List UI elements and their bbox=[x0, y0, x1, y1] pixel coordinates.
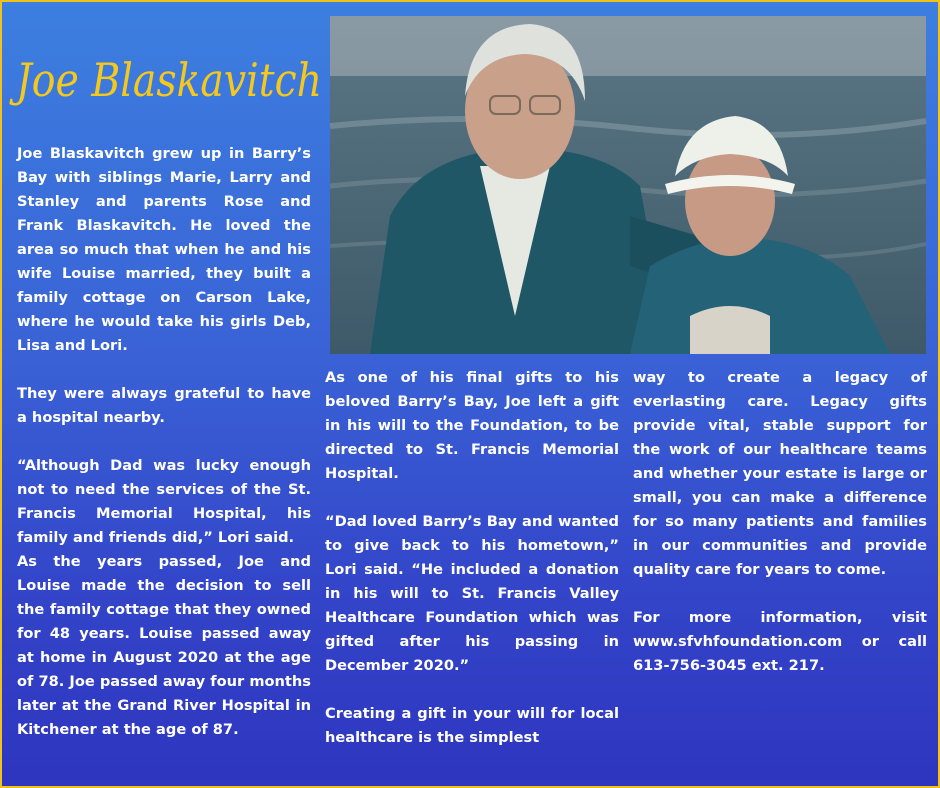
couple-photo bbox=[330, 16, 926, 354]
paragraph: Creating a gift in your will for local healthcare is the simplest bbox=[325, 705, 619, 746]
paragraph: “Although Dad was lucky enough not to need the services of the St. Francis Memorial Hospital, his family and friends did,” Lori said. bbox=[17, 457, 311, 546]
story-column-1 bbox=[17, 142, 311, 742]
paragraph: Joe Blaskavitch grew up in Barry’s Bay with siblings Marie, Larry and Stanley and parents Rose and Frank Blaskavitch. He loved the area so much that when he and his wife Louise married, they built a family cottage on Carson Lake, where he would take his girls Deb, Lisa and Lori. bbox=[17, 145, 311, 354]
paragraph: They were always grateful to have a hospital nearby. bbox=[17, 385, 311, 426]
story-column-2 bbox=[325, 366, 619, 750]
name-title-text: Joe Blaskavitch bbox=[9, 53, 322, 107]
contact-paragraph: For more information, visit www.sfvhfoundation.com or call 613-756-3045 ext. 217. bbox=[633, 609, 927, 674]
paragraph: “Dad loved Barry’s Bay and wanted to give back to his hometown,” Lori said. “He included a donation in his will to St. Francis Valley Healthcare Foundation which was gifted after his passing in December 2020.” bbox=[325, 513, 619, 674]
paragraph: As one of his final gifts to his beloved Barry’s Bay, Joe left a gift in his will to the Foundation, to be directed to St. Francis Memorial Hospital. bbox=[325, 369, 619, 482]
paragraph: As the years passed, Joe and Louise made the decision to sell the family cottage that they owned for 48 years. Louise passed away at home in August 2020 at the age of 78. Joe passed away four months later at the Grand River Hospital in Kitchener at the age of 87. bbox=[17, 553, 311, 738]
story-column-3 bbox=[633, 366, 927, 678]
paragraph: way to create a legacy of everlasting care. Legacy gifts provide vital, stable support for the work of our healthcare teams and whether your estate is large or small, you can make a difference for so many patients and families in our communities and provide quality care for years to come. bbox=[633, 369, 927, 578]
name-title bbox=[9, 34, 330, 124]
